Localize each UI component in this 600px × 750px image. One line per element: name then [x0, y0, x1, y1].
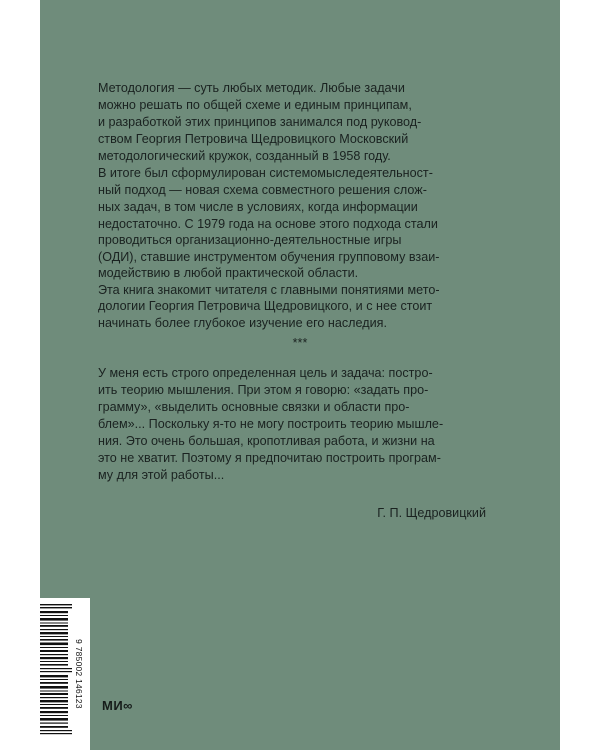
- text-line: модействию в любой практической области.: [98, 266, 359, 280]
- text-line: (ОДИ), ставшие инструментом обучения групповому взаи-: [98, 250, 440, 264]
- quote-line: му для этой работы...: [98, 468, 225, 482]
- isbn-barcode: [40, 598, 90, 750]
- text-line: начинать более глубокое изучение его наследия.: [98, 316, 387, 330]
- quote-line: блем»... Поскольку я-то не могу построить теорию мышле-: [98, 417, 444, 431]
- quote-line: это не хватит. Поэтому я предпочитаю построить програм-: [98, 451, 441, 465]
- quote-line: ить теорию мышления. При этом я говорю: «задать про-: [98, 383, 429, 397]
- text-line: и разработкой этих принципов занимался под руковод-: [98, 115, 422, 129]
- section-separator: ***: [292, 336, 308, 350]
- text-line: дологии Георгия Петровича Щедровицкого, и с нее стоит: [98, 299, 433, 313]
- quote-author: Г. П. Щедровицкий: [377, 506, 486, 520]
- text-line: Эта книга знакомит читателя с главными понятиями мето-: [98, 283, 440, 297]
- text-line: проводиться организационно-деятельностные игры: [98, 233, 402, 247]
- quote-line: У меня есть строго определенная цель и задача: постро-: [98, 366, 433, 380]
- text-line: недостаточно. С 1979 года на основе этого подхода стали: [98, 217, 438, 231]
- isbn-number: 9 785002 146123: [74, 639, 84, 709]
- text-line: Методология — суть любых методик. Любые задачи: [98, 81, 405, 95]
- text-line: ством Георгия Петровича Щедровицкого Московский: [98, 132, 409, 146]
- text-line: В итоге был сформулирован системомыследеятельност-: [98, 166, 433, 180]
- text-line: ных задач, в том числе в условиях, когда информации: [98, 200, 418, 214]
- publisher-logo-text: МИ∞: [102, 698, 133, 713]
- quote-line: грамму», «выделить основные связки и области про-: [98, 400, 410, 414]
- text-line: ный подход — новая схема совместного решения слож-: [98, 183, 427, 197]
- publisher-logo: [102, 698, 133, 714]
- text-line: можно решать по общей схеме и единым принципам,: [98, 98, 412, 112]
- quote-line: ния. Это очень большая, кропотливая работа, и жизни на: [98, 434, 435, 448]
- text-line: методологический кружок, созданный в 1958 году.: [98, 149, 391, 163]
